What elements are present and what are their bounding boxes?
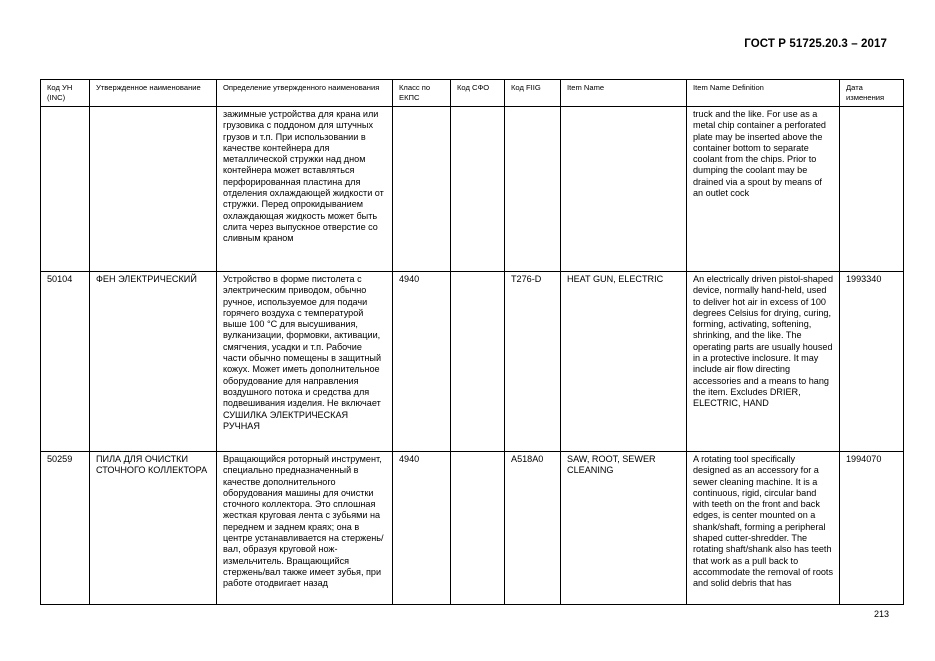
table-row bbox=[41, 272, 904, 452]
cell-inc: 50259 bbox=[41, 452, 90, 605]
cell-definition-en: A rotating tool specifically designed as an accessory for a sewer cleaning machine. It is a continuous, rigid, circular band with teeth on the front and back edges, is center mounted on a shank/shaft, forming a peripheral shaped cutter-shredder. The rotating shaft/shank also has teeth that work as a pull back to accommodate the removal of roots and solid debris that has bbox=[687, 452, 840, 605]
cell-ekps-class: 4940 bbox=[393, 272, 451, 452]
cell-fiig-code: T276-D bbox=[505, 272, 561, 452]
cell-name-ru: ФЕН ЭЛЕКТРИЧЕСКИЙ bbox=[90, 272, 217, 452]
cell-fiig-code bbox=[505, 107, 561, 272]
cell-item-name bbox=[561, 107, 687, 272]
header-name-ru: Утвержденное наименование bbox=[90, 80, 217, 107]
cell-ekps-class: 4940 bbox=[393, 452, 451, 605]
cell-date-changed bbox=[840, 107, 904, 272]
table-row bbox=[41, 107, 904, 272]
header-inc: Код УН (INC) bbox=[41, 80, 90, 107]
cell-sfo-code bbox=[451, 107, 505, 272]
cell-definition-en: truck and the like. For use as a metal chip container a perforated plate may be inserted above the container bottom to separate coolant from the chips. Prior to dumping the coolant may be drained via a spout by means of an outlet cock bbox=[687, 107, 840, 272]
cell-inc: 50104 bbox=[41, 272, 90, 452]
header-fiig-code: Код FIIG bbox=[505, 80, 561, 107]
cell-definition-ru: Устройство в форме пистолета с электрическим приводом, обычно ручное, используемое для подачи горячего воздуха с температурой выше 100 °С для высушивания, вулканизации, формовки, активации, смягчения, усадки и т.п. Рабочие части обычно помещены в защитный кожух. Может иметь дополнительное оборудование для направления воздушного потока и средства для подвешивания изделия. Не включает СУШИЛКА ЭЛЕКТРИЧЕСКАЯ РУЧНАЯ bbox=[217, 272, 393, 452]
cell-item-name: HEAT GUN, ELECTRIC bbox=[561, 272, 687, 452]
header-item-name: Item Name bbox=[561, 80, 687, 107]
cell-sfo-code bbox=[451, 452, 505, 605]
cell-date-changed: 1993340 bbox=[840, 272, 904, 452]
cell-sfo-code bbox=[451, 272, 505, 452]
document-code: ГОСТ Р 51725.20.3 – 2017 bbox=[744, 38, 887, 50]
table-header-row bbox=[41, 80, 904, 107]
cell-date-changed: 1994070 bbox=[840, 452, 904, 605]
header-ekps-class: Класс по ЕКПС bbox=[393, 80, 451, 107]
cell-ekps-class bbox=[393, 107, 451, 272]
cell-definition-ru: Вращающийся роторный инструмент, специально предназначенный в качестве дополнительного оборудования машины для очистки сточного коллектора. Это сплошная жесткая круговая лента с зубьями на переднем и заднем краях; она в центре устанавливается на стержень/вал, образуя круговой нож-измельчитель. Вращающийся стержень/вал также имеет зубья, при работе отодвигает назад bbox=[217, 452, 393, 605]
classification-table bbox=[40, 79, 904, 605]
cell-inc bbox=[41, 107, 90, 272]
cell-item-name: SAW, ROOT, SEWER CLEANING bbox=[561, 452, 687, 605]
table-row bbox=[41, 452, 904, 605]
page-number: 213 bbox=[873, 609, 889, 619]
header-date-changed: Дата изменения bbox=[840, 80, 904, 107]
header-sfo-code: Код СФО bbox=[451, 80, 505, 107]
header-definition-en: Item Name Definition bbox=[687, 80, 840, 107]
cell-name-ru bbox=[90, 107, 217, 272]
cell-fiig-code: A518A0 bbox=[505, 452, 561, 605]
cell-definition-ru: зажимные устройства для крана или грузовика с поддоном для штучных грузов и т.п. При использовании в качестве контейнера для металлической стружки над дном контейнера может вставляться перфорированная пластина для отделения охлаждающей жидкости от стружки. Перед опрокидыванием охлаждающая жидкость может быть слита через выпускное отверстие со сливным краном bbox=[217, 107, 393, 272]
cell-definition-en: An electrically driven pistol-shaped device, normally hand-held, used to deliver hot air in excess of 100 degrees Celsius for drying, curing, forming, activating, softening, shrinking, and the like. The operating parts are usually housed in a protective inclosure. It may include air flow directing accessories and a means to hang the item. Excludes DRIER, ELECTRIC, HAND bbox=[687, 272, 840, 452]
cell-name-ru: ПИЛА ДЛЯ ОЧИСТКИ СТОЧНОГО КОЛЛЕКТОРА bbox=[90, 452, 217, 605]
header-definition-ru: Определение утвержденного наименования bbox=[217, 80, 393, 107]
